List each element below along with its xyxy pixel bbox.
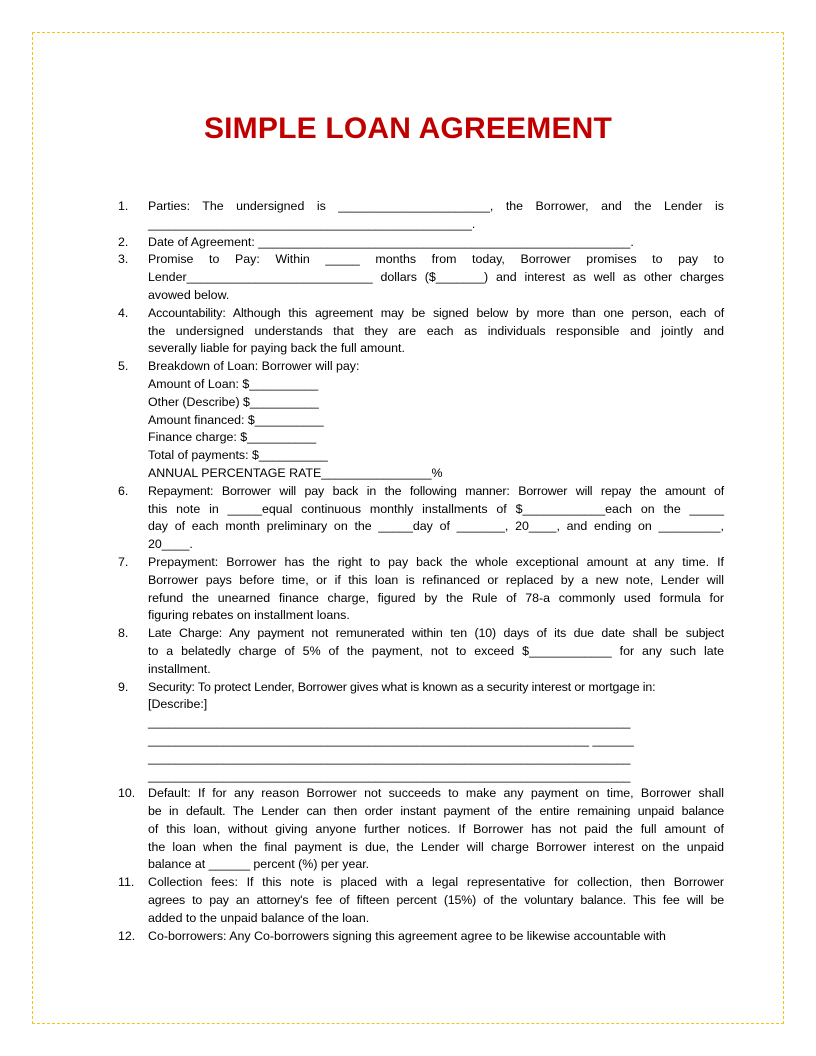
clause-line: Promise to Pay: Within _____ months from today, Borrower promises to pay to: [148, 252, 724, 267]
clause-default: [118, 785, 724, 874]
clause-line: Date of Agreement: ______________________________________________________.: [148, 234, 634, 249]
clause-line: Borrower pays before time, or if this loan is refinanced or replaced by a new note, Lender will: [148, 572, 724, 587]
clause-line: Finance charge: $__________: [148, 430, 317, 445]
clause-date: [118, 234, 724, 252]
clause-line: ______________________________________________________________________: [148, 750, 631, 765]
clause-line: figuring rebates on installment loans.: [148, 608, 350, 623]
document-title: SIMPLE LOAN AGREEMENT: [203, 112, 613, 145]
clause-co-borrowers: [118, 928, 724, 946]
clause-number: 10.: [118, 786, 136, 801]
clause-line: Amount financed: $__________: [148, 412, 324, 427]
clause-line: ______________________________________________________________________: [148, 768, 631, 783]
clause-line: Lender___________________________ dollars ($_______) and interest as well as other charges: [148, 270, 724, 285]
clause-line: severally liable for paying back the full amount.: [148, 341, 405, 356]
clause-number: 3.: [118, 252, 129, 267]
clause-list: [118, 198, 724, 945]
clause-line: Repayment: Borrower will pay back in the following manner: Borrower will repay the amount of: [148, 483, 724, 498]
clause-line: [Describe:]: [148, 697, 208, 712]
clause-line: refund the unearned finance charge, figured by the Rule of 78-a commonly used formula for: [148, 590, 724, 605]
clause-security: [118, 679, 724, 786]
clause-number: 2.: [118, 234, 129, 249]
clause-number: 11.: [118, 875, 135, 890]
clause-number: 8.: [118, 626, 129, 641]
clause-line: installment.: [148, 661, 211, 676]
clause-line: Collection fees: If this note is placed with a legal representative for collection, then Borrower: [148, 875, 724, 890]
clause-line: ANNUAL PERCENTAGE RATE________________%: [148, 465, 443, 480]
clause-number: 9.: [118, 679, 129, 694]
clause-accountability: [118, 305, 724, 358]
clause-line: to a belatedly charge of 5% of the payment, not to exceed $____________ for any such late: [148, 643, 724, 658]
clause-number: 6.: [118, 483, 129, 498]
clause-prepayment: [118, 554, 724, 625]
clause-line: this note in _____equal continuous monthly installments of $____________each on the _____: [148, 501, 724, 516]
clause-line: Parties: The undersigned is ______________________, the Borrower, and the Lender is: [148, 199, 724, 213]
clause-line: Security: To protect Lender, Borrower gives what is known as a security interest or mortgage in:: [148, 679, 656, 694]
clause-number: 1.: [118, 199, 129, 213]
clause-line: Co-borrowers: Any Co-borrowers signing this agreement agree to be likewise accountable with: [148, 928, 666, 943]
clause-line: added to the unpaid balance of the loan.: [148, 910, 370, 925]
clause-line: Breakdown of Loan: Borrower will pay:: [148, 359, 360, 374]
clause-line: Default: If for any reason Borrower not succeeds to make any payment on time, Borrower shall: [148, 786, 724, 801]
clause-breakdown: [118, 358, 724, 483]
clause-line: the loan when the final payment is due, the Lender will charge Borrower interest on the unpaid: [148, 839, 724, 854]
clause-line: Prepayment: Borrower has the right to pay back the whole exceptional amount at any time. If: [148, 554, 724, 569]
clause-line: the undersigned understands that they are each as individuals responsible and jointly and: [148, 323, 724, 338]
clause-number: 12.: [118, 928, 136, 943]
clause-promise-to-pay: [118, 251, 724, 304]
clause-late-charge: [118, 625, 724, 678]
clause-line: Total of payments: $__________: [148, 448, 328, 463]
clause-line: 20____.: [148, 537, 193, 552]
clause-line: day of each month preliminary on the _____day of _______, 20____, and ending on _________,: [148, 519, 724, 534]
clause-parties: [118, 198, 724, 234]
clause-line: _______________________________________________.: [148, 216, 476, 231]
clause-line: of this loan, without giving anyone further notices. If Borrower has not paid the full amount of: [148, 821, 724, 836]
clause-line: Other (Describe) $__________: [148, 394, 319, 409]
clause-line: be in default. The Lender can then order instant payment of the entire remaining unpaid balance: [148, 804, 724, 819]
clause-number: 7.: [118, 554, 129, 569]
clause-line: agrees to pay an attorney's fee of fifteen percent (15%) of the voluntary balance. This fee will be: [148, 893, 724, 908]
clause-line: ______________________________________________________________________: [148, 715, 631, 730]
clause-line: avowed below.: [148, 287, 230, 302]
clause-number: 4.: [118, 305, 129, 320]
clause-line: ________________________________________________________________ ______: [148, 732, 634, 747]
clause-number: 5.: [118, 359, 129, 374]
clause-repayment: [118, 483, 724, 554]
clause-line: Amount of Loan: $__________: [148, 376, 319, 391]
clause-line: Late Charge: Any payment not remunerated within ten (10) days of its due date shall be subject: [148, 626, 724, 641]
clause-collection-fees: [118, 874, 724, 927]
clause-line: balance at ______ percent (%) per year.: [148, 857, 370, 872]
clause-line: Accountability: Although this agreement may be signed below by more than one person, each of: [148, 305, 724, 320]
